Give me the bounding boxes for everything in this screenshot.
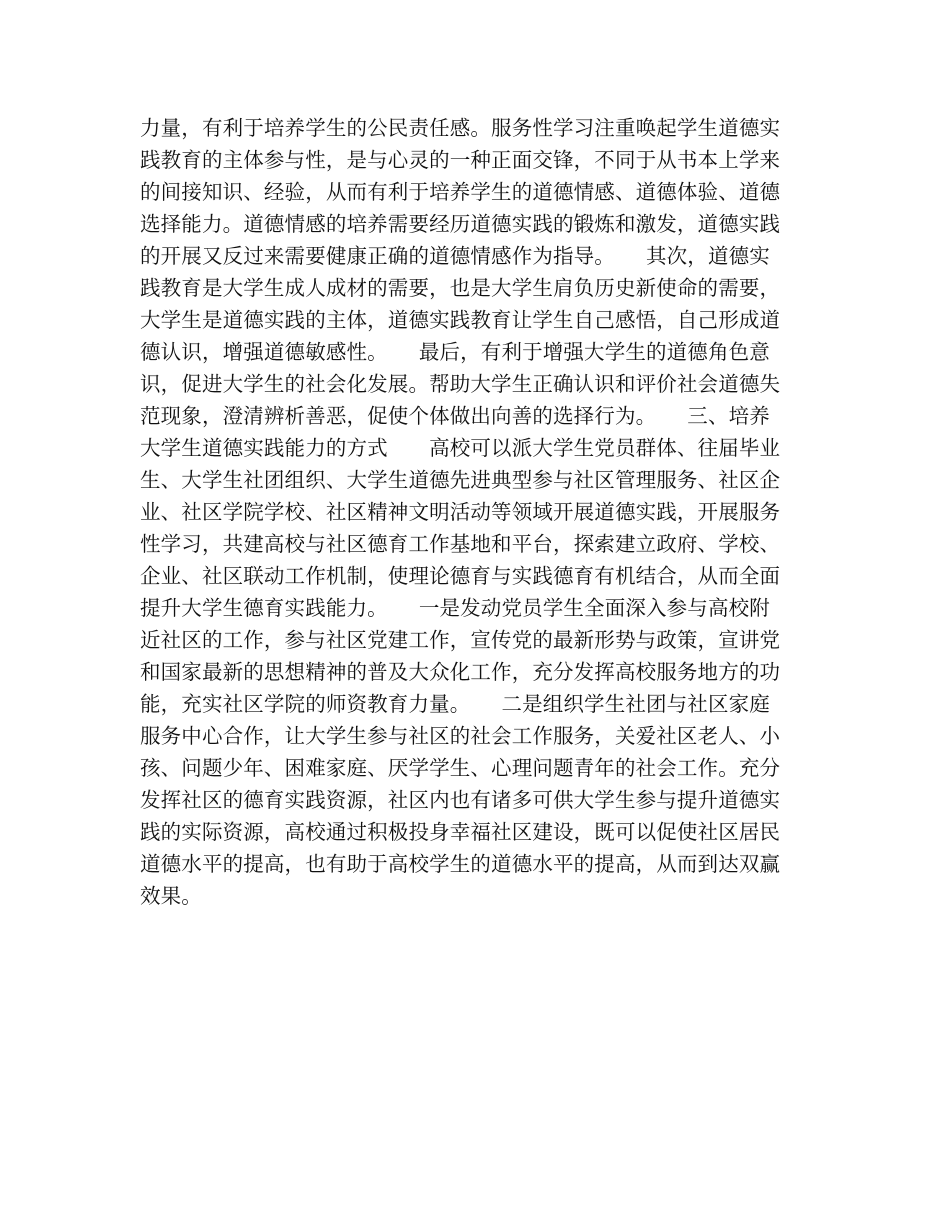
text-line: 的开展又反过来需要健康正确的道德情感作为指导。 其次，道德实 (140, 244, 770, 268)
text-line: 选择能力。道德情感的培养需要经历道德实践的锻炼和激发，道德实践 (140, 212, 781, 236)
text-line: 企业、社区联动工作机制，使理论德育与实践德育有机结合，从而全面 (140, 564, 781, 588)
text-line: 德认识，增强道德敏感性。 最后，有利于增强大学生的道德角色意 (140, 340, 770, 364)
text-line: 大学生道德实践能力的方式 高校可以派大学生党员群体、往届毕业 (140, 436, 781, 460)
text-line: 孩、问题少年、困难家庭、厌学学生、心理问题青年的社会工作。充分 (140, 756, 781, 780)
text-line: 和国家最新的思想精神的普及大众化工作，充分发挥高校服务地方的功 (140, 660, 781, 684)
text-line: 提升大学生德育实践能力。 一是发动党员学生全面深入参与高校附 (140, 596, 770, 620)
text-line: 业、社区学院学校、社区精神文明活动等领域开展道德实践，开展服务 (140, 500, 781, 524)
text-line: 的间接知识、经验，从而有利于培养学生的道德情感、道德体验、道德 (140, 180, 781, 204)
text-line: 性学习，共建高校与社区德育工作基地和平台，探索建立政府、学校、 (140, 532, 781, 556)
text-line: 大学生是道德实践的主体，道德实践教育让学生自己感悟，自己形成道 (140, 308, 781, 332)
text-line: 道德水平的提高，也有助于高校学生的道德水平的提高，从而到达双赢 (140, 852, 781, 876)
text-line: 能，充实社区学院的师资教育力量。 二是组织学生社团与社区家庭 (140, 692, 770, 716)
text-line: 效果。 (140, 884, 202, 908)
text-line: 生、大学生社团组织、大学生道德先进典型参与社区管理服务、社区企 (140, 468, 781, 492)
text-line: 服务中心合作，让大学生参与社区的社会工作服务，关爱社区老人、小 (140, 724, 781, 748)
text-line: 践教育是大学生成人成材的需要，也是大学生肩负历史新使命的需要， (140, 276, 781, 300)
text-line: 发挥社区的德育实践资源，社区内也有诸多可供大学生参与提升道德实 (140, 788, 781, 812)
text-line: 识，促进大学生的社会化发展。帮助大学生正确认识和评价社会道德失 (140, 372, 781, 396)
body-text (140, 112, 820, 912)
text-line: 近社区的工作，参与社区党建工作，宣传党的最新形势与政策，宣讲党 (140, 628, 781, 652)
text-line: 践教育的主体参与性，是与心灵的一种正面交锋，不同于从书本上学来 (140, 148, 781, 172)
text-line: 践的实际资源，高校通过积极投身幸福社区建设，既可以促使社区居民 (140, 820, 781, 844)
text-line: 范现象，澄清辨析善恶，促使个体做出向善的选择行为。 三、培养 (140, 404, 770, 428)
text-line: 力量，有利于培养学生的公民责任感。服务性学习注重唤起学生道德实 (140, 116, 781, 140)
